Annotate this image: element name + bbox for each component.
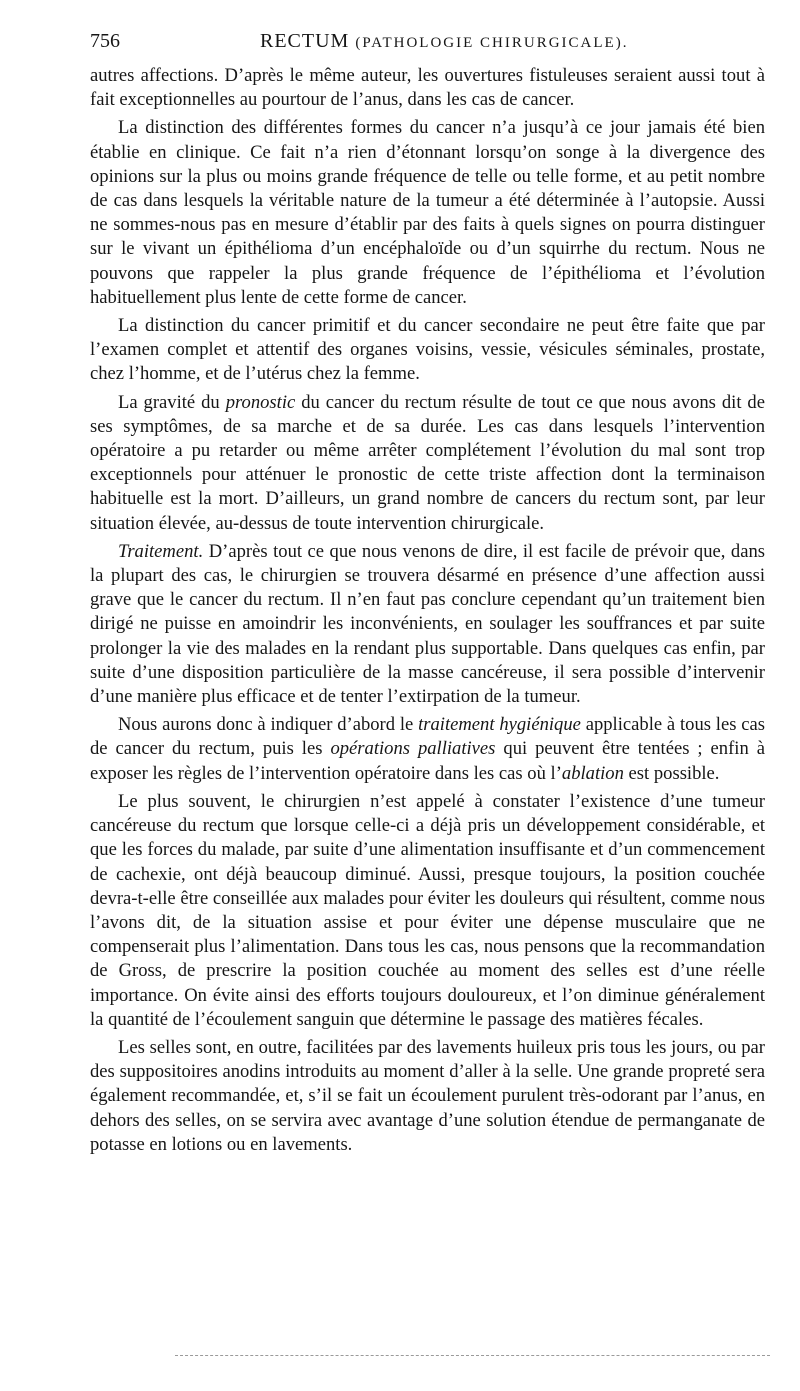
page-number: 756	[90, 30, 120, 52]
page-header	[90, 30, 765, 58]
text-run: Le plus souvent, le chirurgien n’est appelé à constater l’existence d’une tumeur cancéreuse du rectum que lorsque celle-ci a déjà pris un développement considérable, et que les forces du malade, par suite d’une alimentation insuffisante et d’un commencement de cachexie, ont déjà beaucoup diminué. Aussi, presque toujours, la position couchée devra-t-elle être conseillée aux malades pour éviter les douleurs qui résultent, comme nous l’avons dit, de la situation assise et pour éviter une dépense musculaire que ne compenserait plus l’alimentation. Dans tous les cas, nous pensons que la recommandation de Gross, de prescrire la position couchée au moment des selles est d’une réelle importance. On évite ainsi des efforts toujours douloureux, et l’on diminue généralement la quantité de l’écoulement sanguin que détermine le passage des matières fécales.	[90, 790, 765, 1030]
body-text	[90, 64, 765, 1157]
paragraph	[90, 64, 765, 112]
text-run: applicable à tous les cas de cancer du rectum, puis les	[90, 714, 765, 760]
running-title-main: RECTUM	[260, 30, 350, 52]
paragraph	[90, 790, 765, 1032]
text-run: est possible.	[623, 762, 720, 784]
text-run: La gravité du	[118, 391, 226, 413]
running-title	[260, 30, 628, 53]
running-title-subtitle: (PATHOLOGIE CHIRURGICALE).	[355, 35, 629, 51]
text-run: Nous aurons donc à indiquer d’abord le	[118, 714, 419, 736]
text-run: La distinction des différentes formes du cancer n’a jusqu’à ce jour jamais été bien établie en clinique. Ce fait n’a rien d’étonnant lorsqu’on songe à la divergence des opinions sur la plus ou moins grande fréquence de telle ou telle forme, et au petit nombre de cas dans lesquels la véritable nature de la tumeur a été déterminée à l’autopsie. Aussi ne sommes-nous pas en mesure d’établir par des faits à quels signes on pourra distinguer sur le vivant un épithélioma d’un encéphaloïde ou d’un squirrhe du rectum. Nous ne pouvons que rappeler la plus grande fréquence de l’épithélioma et l’évolution habituellement plus lente de cette forme de cancer.	[90, 117, 765, 308]
paragraph	[90, 391, 765, 536]
text-run: autres affections. D’après le même auteur, les ouvertures fistuleuses seraient aussi tout à fait exceptionnelles au pourtour de l’anus, dans les cas de cancer.	[90, 65, 765, 111]
italic-term: opérations palliatives	[330, 738, 496, 760]
text-run: qui peuvent être tentées ; enfin à exposer les règles de l’intervention opératoire dans les cas où l’	[90, 738, 765, 784]
book-page	[90, 30, 765, 1161]
italic-term: pronostic	[225, 391, 296, 413]
text-run: du cancer du rectum résulte de tout ce que nous avons dit de ses symptômes, de sa marche et de sa durée. Les cas dans lesquels l’intervention opératoire a pu retarder ou même arrêter complétement l’évolution du mal sont trop exceptionnels pour atténuer le pronostic de cette triste affection dont la terminaison habituelle est la mort. D’ailleurs, un grand nombre de cancers du rectum sont, par leur situation élevée, au-dessus de toute intervention chirurgicale.	[90, 391, 765, 534]
paragraph	[90, 1036, 765, 1157]
footer-rule	[175, 1355, 770, 1356]
italic-term: Traitement.	[118, 540, 204, 562]
paragraph	[90, 116, 765, 310]
text-run: D’après tout ce que nous venons de dire, il est facile de prévoir que, dans la plupart des cas, le chirurgien se trouvera désarmé en présence d’une affection aussi grave que le cancer du rectum. Il n’en faut pas conclure cependant qu’un traitement bien dirigé ne puisse en amoindrir les inconvénients, en soulager les souffrances et par suite prolonger la vie des malades en la rendant plus supportable. Dans quelques cas enfin, par suite d’une disposition particulière de la masse cancéreuse, il sera possible d’intervenir d’une manière plus efficace et de tenter l’extirpation de la tumeur.	[90, 540, 765, 708]
paragraph	[90, 713, 765, 786]
paragraph	[90, 314, 765, 387]
paragraph	[90, 540, 765, 709]
italic-term: ablation	[561, 762, 624, 784]
text-run: Les selles sont, en outre, facilitées par des lavements huileux pris tous les jours, ou par des suppositoires anodins introduits au moment d’aller à la selle. Une grande propreté sera également recommandée, et, s’il se fait un écoulement purulent très-odorant par l’anus, en dehors des selles, on se servira avec avantage d’une solution étendue de permanganate de potasse en lotions ou en lavements.	[90, 1036, 765, 1155]
text-run: La distinction du cancer primitif et du cancer secondaire ne peut être faite que par l’examen complet et attentif des organes voisins, vessie, vésicules séminales, prostate, chez l’homme, et de l’utérus chez la femme.	[90, 315, 765, 385]
italic-term: traitement hygiénique	[418, 714, 581, 736]
